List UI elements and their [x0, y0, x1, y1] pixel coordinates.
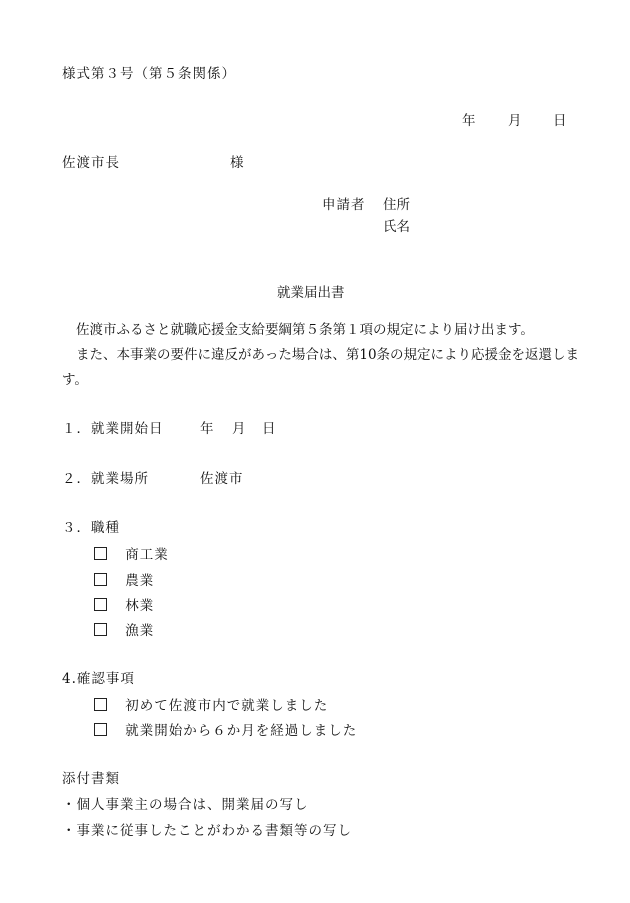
item1-day: 日	[262, 421, 276, 437]
applicant-name-label: 氏名	[383, 219, 410, 235]
occupation-option-fishery[interactable]	[94, 623, 154, 639]
occupation-option-forestry[interactable]	[94, 598, 154, 614]
checkbox-icon[interactable]	[94, 623, 107, 636]
item1-month: 月	[232, 421, 246, 437]
checkbox-icon[interactable]	[94, 698, 107, 711]
item3-label: ３．職種	[62, 520, 120, 536]
option-label: 商工業	[125, 547, 169, 563]
option-label: 林業	[125, 598, 155, 614]
confirmation-first-employment[interactable]	[94, 698, 328, 714]
occupation-option-agriculture[interactable]	[94, 573, 154, 589]
option-label: 初めて佐渡市内で就業しました	[125, 698, 329, 714]
date-month-label: 月	[508, 113, 522, 129]
option-label: 農業	[125, 573, 155, 589]
item2-value: 佐渡市	[200, 471, 244, 487]
date-day-label: 日	[553, 113, 567, 129]
checkbox-icon[interactable]	[94, 723, 107, 736]
option-label: 就業開始から６か月を経過しました	[125, 723, 358, 739]
body-line-1: 佐渡市ふるさと就職応援金支給要綱第５条第１項の規定により届け出ます。	[76, 322, 534, 338]
checkbox-icon[interactable]	[94, 598, 107, 611]
form-number: 様式第３号（第５条関係）	[62, 66, 236, 82]
item1-year: 年	[200, 421, 214, 437]
applicant-address-label: 住所	[383, 197, 410, 213]
item1-label: １．就業開始日	[62, 421, 164, 437]
attachments-heading: 添付書類	[62, 771, 120, 787]
item2-label: ２．就業場所	[62, 471, 149, 487]
addressee-name: 佐渡市長	[62, 155, 120, 171]
attachment-item: ・個人事業主の場合は、開業届の写し	[62, 797, 309, 813]
occupation-option-commerce[interactable]	[94, 547, 169, 563]
option-label: 漁業	[125, 623, 155, 639]
body-line-2: また、本事業の要件に違反があった場合は、第10条の規定により応援金を返還します。	[62, 347, 580, 388]
checkbox-icon[interactable]	[94, 573, 107, 586]
item4-label: 4.確認事項	[62, 671, 135, 687]
applicant-label: 申請者	[322, 197, 366, 213]
confirmation-six-months[interactable]	[94, 723, 357, 739]
attachment-item: ・事業に従事したことがわかる書類等の写し	[62, 823, 352, 839]
date-year-label: 年	[462, 113, 476, 129]
checkbox-icon[interactable]	[94, 547, 107, 560]
addressee-honorific: 様	[230, 155, 244, 171]
document-title: 就業届出書	[277, 285, 345, 301]
